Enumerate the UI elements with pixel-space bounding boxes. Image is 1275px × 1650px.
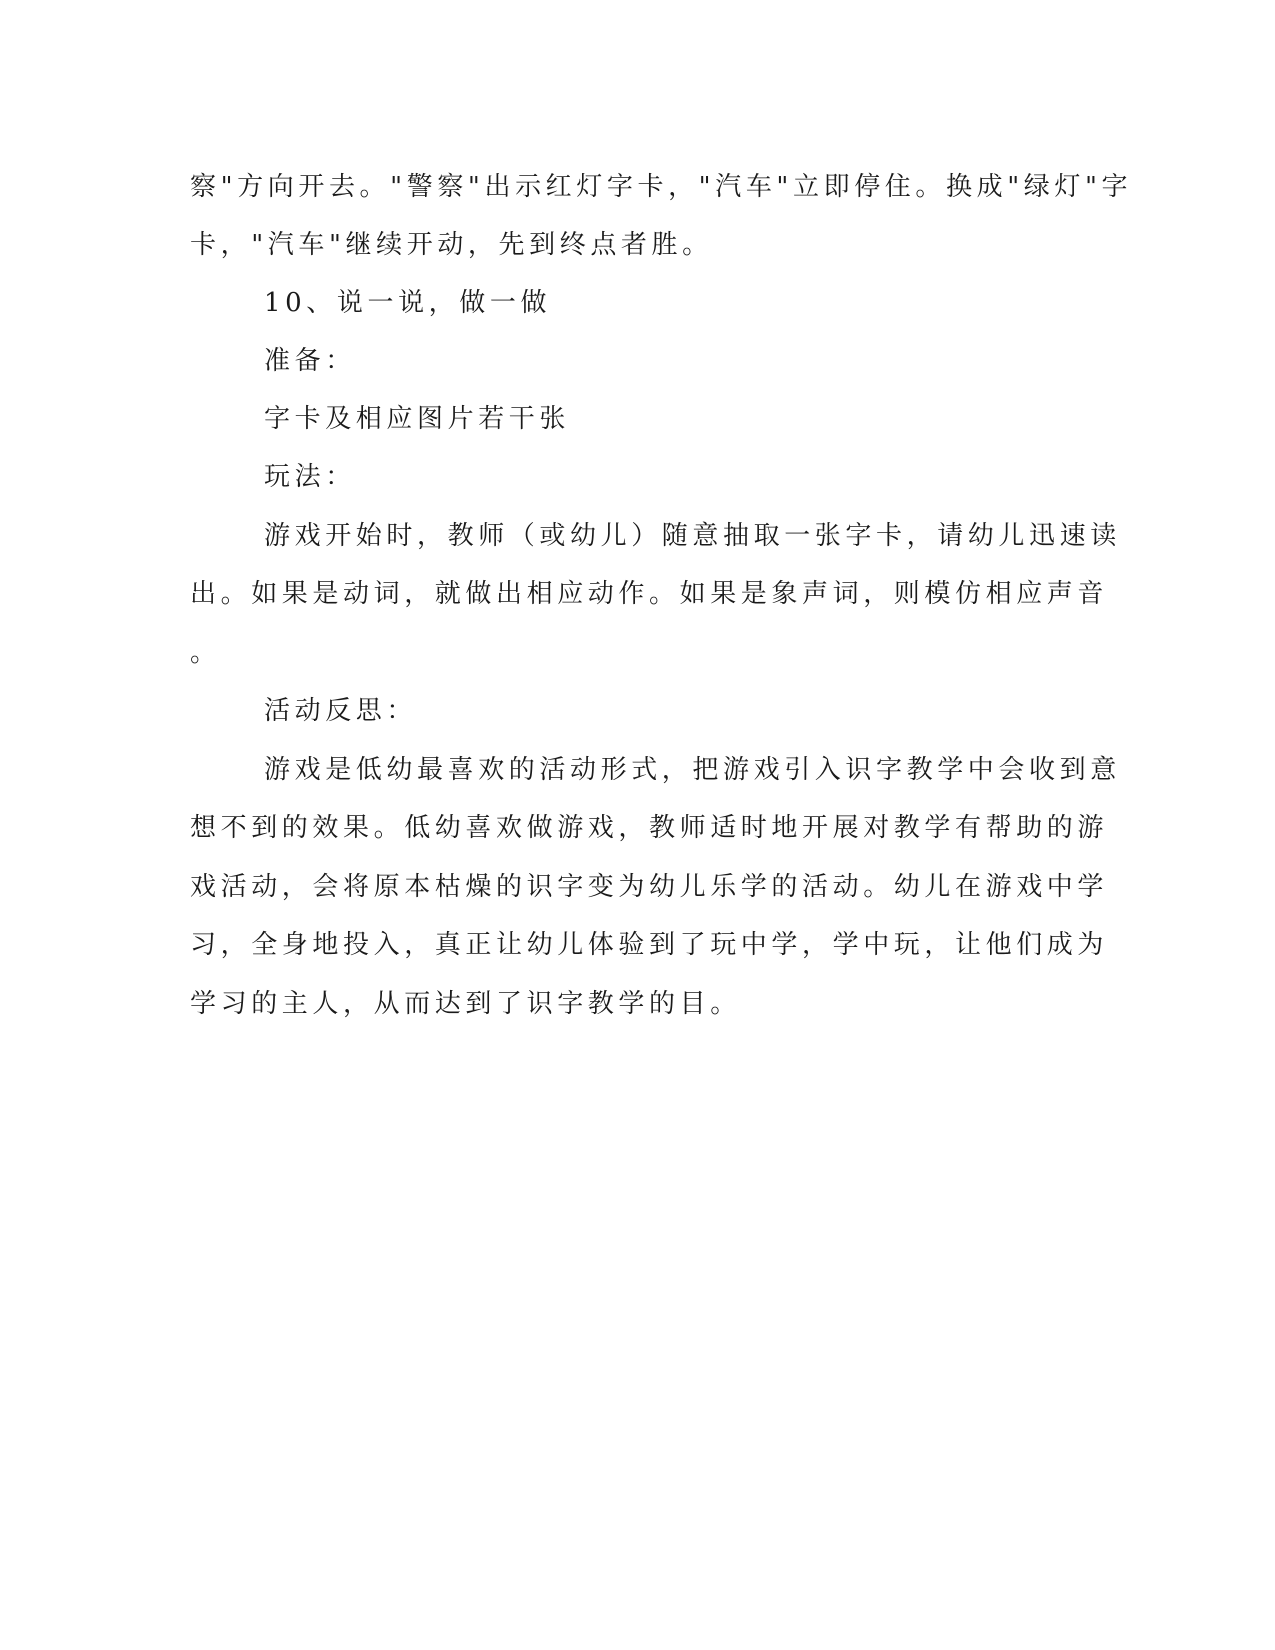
body-text-line: 察"方向开去。"警察"出示红灯字卡，"汽车"立即停住。换成"绿灯"字 [190, 172, 1133, 202]
body-text-line: 想不到的效果。低幼喜欢做游戏，教师适时地开展对教学有帮助的游 [190, 813, 1109, 843]
subheading-reflection: 活动反思： [264, 696, 418, 726]
body-text-line: 习，全身地投入，真正让幼儿体验到了玩中学，学中玩，让他们成为 [190, 930, 1109, 960]
body-text-line: 游戏是低幼最喜欢的活动形式，把游戏引入识字教学中会收到意 [264, 755, 1121, 785]
subheading-preparation: 准备： [264, 346, 356, 376]
section-heading: 10、说一说，做一做 [264, 288, 552, 318]
body-text-line: 戏活动，会将原本枯燥的识字变为幼儿乐学的活动。幼儿在游戏中学 [190, 872, 1109, 902]
body-text-line: 。 [190, 638, 221, 668]
body-text-line: 卡，"汽车"继续开动，先到终点者胜。 [190, 230, 713, 260]
body-text-line: 字卡及相应图片若干张 [264, 404, 571, 434]
body-text-line: 学习的主人，从而达到了识字教学的目。 [190, 989, 741, 1019]
body-text-line: 游戏开始时，教师（或幼儿）随意抽取一张字卡，请幼儿迅速读 [264, 521, 1121, 551]
subheading-gameplay: 玩法： [264, 462, 356, 492]
body-text-line: 出。如果是动词，就做出相应动作。如果是象声词，则模仿相应声音 [190, 579, 1109, 609]
